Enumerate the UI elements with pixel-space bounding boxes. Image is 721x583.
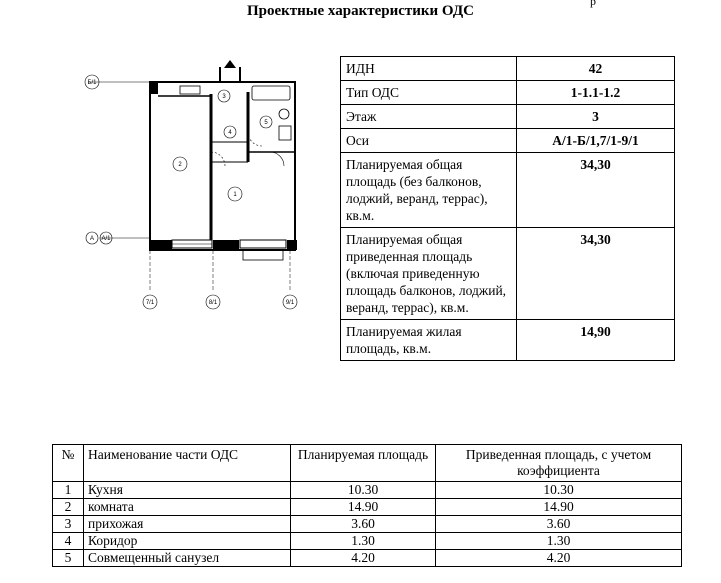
axis-label-a1: А/1 — [101, 236, 111, 242]
cell-number: 3 — [53, 516, 84, 533]
parts-header-row — [53, 445, 682, 482]
axis-label-8-1: 8/1 — [208, 300, 218, 306]
property-label: Планируемая общая площадь (без балконов, лоджий, веранд, террас), кв.м. — [341, 153, 517, 228]
cell-number: 2 — [53, 499, 84, 516]
parts-table — [52, 444, 682, 567]
cell-adjusted-area: 14.90 — [436, 499, 682, 516]
property-value: 34,30 — [517, 228, 675, 320]
cell-adjusted-area: 1.30 — [436, 533, 682, 550]
property-value: 3 — [517, 105, 675, 129]
room-number-3: 3 — [222, 94, 226, 100]
axis-label-a: А — [89, 236, 95, 242]
property-value: 42 — [517, 57, 675, 81]
property-row — [341, 57, 675, 81]
cell-area: 4.20 — [291, 550, 436, 567]
cell-adjusted-area: 4.20 — [436, 550, 682, 567]
property-label: Тип ОДС — [341, 81, 517, 105]
page-title: Проектные характеристики ОДС — [246, 3, 474, 19]
property-row — [341, 129, 675, 153]
cell-name: комната — [84, 499, 291, 516]
cell-name: прихожая — [84, 516, 291, 533]
property-value: 1-1.1-1.2 — [517, 81, 675, 105]
property-value: 34,30 — [517, 153, 675, 228]
header-adjusted-area: Приведенная площадь, с учетом коэффициента — [436, 445, 682, 482]
cell-number: 1 — [53, 482, 84, 499]
cell-area: 1.30 — [291, 533, 436, 550]
property-value: А/1-Б/1,7/1-9/1 — [517, 129, 675, 153]
table-row — [53, 499, 682, 516]
property-row — [341, 105, 675, 129]
property-row — [341, 228, 675, 320]
cell-area: 10.30 — [291, 482, 436, 499]
properties-table — [340, 56, 675, 361]
cell-adjusted-area: 10.30 — [436, 482, 682, 499]
axis-label-7-1: 7/1 — [145, 300, 155, 306]
axis-label-9-1: 9/1 — [285, 300, 295, 306]
property-label: Планируемая жилая площадь, кв.м. — [341, 320, 517, 361]
property-label: ИДН — [341, 57, 517, 81]
property-label: Этаж — [341, 105, 517, 129]
cell-area: 3.60 — [291, 516, 436, 533]
table-row — [53, 482, 682, 499]
property-label: Оси — [341, 129, 517, 153]
axis-label-b1: Б/1 — [87, 80, 97, 86]
cell-adjusted-area: 3.60 — [436, 516, 682, 533]
cell-number: 5 — [53, 550, 84, 567]
property-label: Планируемая общая приведенная площадь (включая приведенную площадь балконов, лоджий, веранд, террас), кв.м. — [341, 228, 517, 320]
property-row — [341, 81, 675, 105]
header-name: Наименование части ОДС — [84, 445, 291, 482]
room-number-2: 2 — [178, 162, 182, 168]
table-row — [53, 550, 682, 567]
cell-area: 14.90 — [291, 499, 436, 516]
property-row — [341, 153, 675, 228]
room-number-1: 1 — [233, 192, 237, 198]
header-area: Планируемая площадь — [291, 445, 436, 482]
property-row — [341, 320, 675, 361]
cell-number: 4 — [53, 533, 84, 550]
table-row — [53, 533, 682, 550]
room-number-5: 5 — [264, 120, 268, 126]
header-number: № — [53, 445, 84, 482]
floor-plan — [80, 52, 330, 322]
cell-name: Коридор — [84, 533, 291, 550]
cell-name: Кухня — [84, 482, 291, 499]
cell-name: Совмещенный санузел — [84, 550, 291, 567]
corner-mark: р — [590, 0, 596, 8]
table-row — [53, 516, 682, 533]
room-number-4: 4 — [228, 130, 232, 136]
property-value: 14,90 — [517, 320, 675, 361]
